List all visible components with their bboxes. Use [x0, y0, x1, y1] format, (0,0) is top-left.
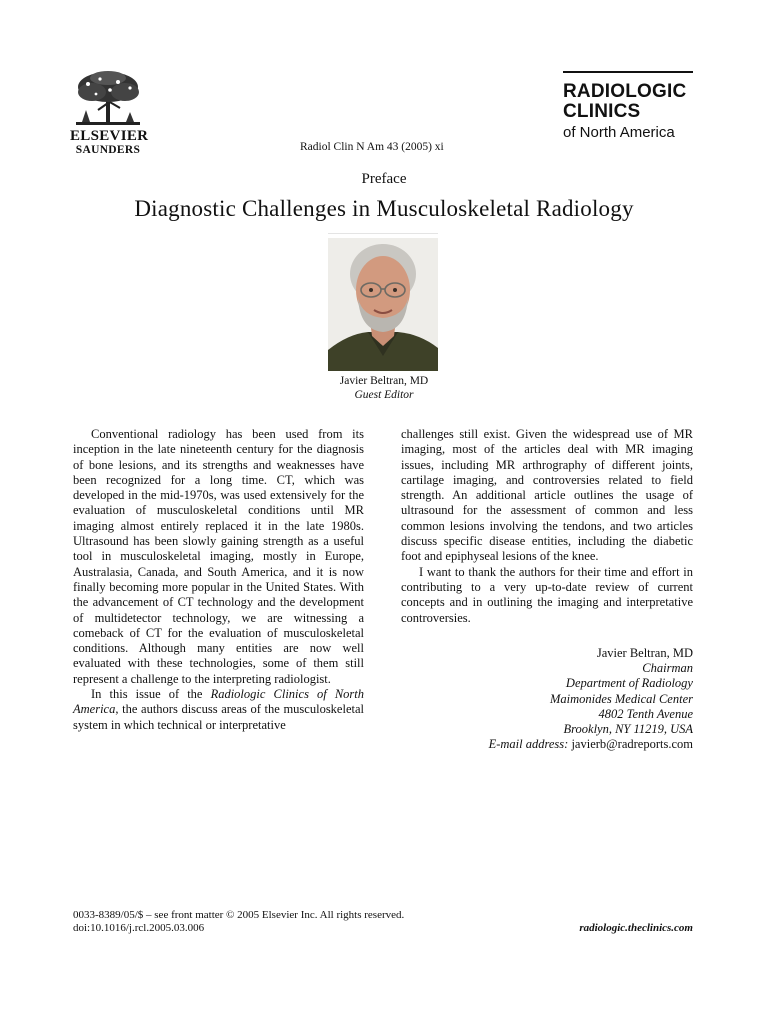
signature-name: Javier Beltran, MD: [596, 646, 693, 660]
body-column-left: [73, 427, 364, 733]
signature-department: Department of Radiology: [565, 676, 693, 691]
journal-logo: [563, 71, 698, 143]
email-link[interactable]: javierb@radreports.com: [571, 737, 693, 752]
elsevier-tree-icon: [70, 70, 146, 128]
body-column-right: [401, 427, 693, 626]
journal-logo-rule: [563, 71, 693, 73]
copyright-notice: 0033-8389/05/$ – see front matter © 2005 Elsevier Inc. All rights reserved.: [73, 909, 405, 921]
paragraph-text: In this issue of the: [91, 687, 211, 702]
body-paragraph: [73, 687, 364, 733]
signature-city: Brooklyn, NY 11219, USA: [563, 722, 693, 737]
doi[interactable]: doi:10.1016/j.rcl.2005.03.006: [73, 922, 205, 934]
publisher-name: ELSEVIER: [70, 128, 149, 144]
signature-email-line: [401, 737, 693, 752]
footer-left: [73, 909, 404, 935]
journal-logo-line2: CLINICS: [563, 101, 641, 122]
article-title: Diagnostic Challenges in Musculoskeletal Radiology: [134, 196, 634, 221]
signature-block: [401, 646, 693, 752]
journal-url[interactable]: radiologic.theclinics.com: [579, 922, 693, 934]
email-label: E-mail address:: [488, 737, 569, 752]
body-paragraph: challenges still exist. Given the widespread use of MR imaging, most of the articles deal with MR imaging issues, including MR arthrography of different joints, cartilage imaging, and controversies related to field strength. An additional article outlines the usage of ultrasound for the assessment of common and less common lesions involving the tendons, and two articles discuss specific disease entities, including the diabetic foot and epiphyseal lesions of the knee.: [401, 427, 693, 564]
divider: [328, 233, 438, 234]
portrait-photo: [328, 238, 438, 371]
signature-institution: Maimonides Medical Center: [549, 691, 693, 706]
signature-street: 4802 Tenth Avenue: [598, 706, 693, 721]
journal-name: Radiologic Clinics of North America: [73, 687, 364, 717]
guest-editor-name: Javier Beltran, MD: [339, 375, 429, 387]
body-paragraph: Conventional radiology has been used from its inception in the late nineteenth century for the diagnosis of bone lesions, and its strengths and weaknesses have been recognized for a long time. CT, which was developed in the mid-1970s, was used extensively for the evaluation of musculoskeletal conditions until MR imaging almost entirely replaced it in the late 1980s. Ultrasound has been slowly gaining strength as a useful tool in musculoskeletal imaging, mostly in Europe, Australasia, Canada, and South America, and it is now finally becoming more popular in the United States. With the advancement of CT technology and the development of multidetector technology, we are witnessing a comeback of CT for the evaluation of musculoskeletal conditions. Although many entities are now well evaluated with these technologies, some of them still represent a challenge to the interpreting radiologist.: [73, 427, 364, 686]
paragraph-continued: , the authors discuss areas of the musculoskeletal system in which technical or interpretative: [73, 702, 364, 732]
guest-editor-role: Guest Editor: [354, 389, 414, 401]
body-paragraph: I want to thank the authors for their time and effort in contributing to a very up-to-date review of current concepts and in outlining the imaging and interpretative controversies.: [401, 564, 693, 625]
citation: Radiol Clin N Am 43 (2005) xi: [300, 141, 444, 153]
editor-portrait: [328, 238, 438, 371]
publisher-logo: [70, 70, 149, 160]
journal-logo-line1: RADIOLOGIC: [563, 81, 687, 102]
signature-title: Chairman: [642, 661, 693, 676]
publisher-imprint: SAUNDERS: [75, 144, 141, 156]
section-label: Preface: [361, 171, 407, 187]
journal-logo-line3: of North America: [563, 124, 675, 141]
